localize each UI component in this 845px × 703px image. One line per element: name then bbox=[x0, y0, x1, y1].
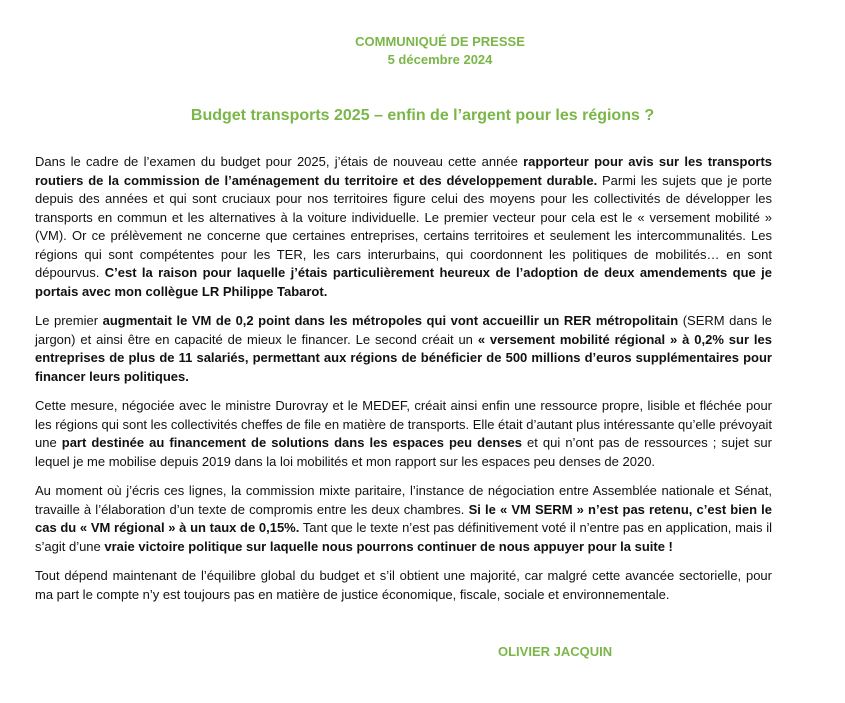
text-run: Au moment où j’écris ces lignes, la commission mixte paritaire, l’instance de négociation entre Assemblée nationale et Sénat, travaille à l’élaboration d’un texte de compromis entre les deux chambres. bbox=[35, 483, 772, 517]
text-run: Dans le cadre de l’examen du budget pour 2025, j’étais de nouveau cette année bbox=[35, 154, 524, 169]
page-title bbox=[0, 106, 845, 126]
text-run: Le premier bbox=[35, 313, 103, 328]
paragraph-1 bbox=[35, 153, 772, 301]
press-release-label: COMMUNIQUÉ DE PRESSE bbox=[355, 34, 525, 49]
text-run: (SERM dans le jargon) et ainsi être en capacité de mieux le financer. Le second créait un bbox=[35, 313, 772, 347]
text-run: Tant que le texte n’est pas définitivement voté il n’entre pas en application, mais il s’agit d’une bbox=[35, 520, 772, 554]
text-run: Tout dépend maintenant de l’équilibre global du budget et s’il obtient une majorité, car malgré cette avancée sectorielle, pour ma part le compte n’y est toujours pas en matière de justice économique, fiscale, sociale et environnementale. bbox=[35, 568, 772, 602]
bold-text-run: rapporteur pour avis sur les transports routiers de la commission de l’aménagement du territoire et des développement durable. bbox=[35, 154, 773, 188]
press-release-body bbox=[35, 153, 772, 615]
bold-text-run: C’est la raison pour laquelle j’étais particulièrement heureux de l’adoption de deux amendements que je portais avec mon collègue LR Philippe Tabarot. bbox=[35, 265, 772, 299]
paragraph-3 bbox=[35, 397, 772, 471]
bold-text-run: augmentait le VM de 0,2 point dans les métropoles qui vont accueillir un RER métropolitain bbox=[102, 313, 679, 328]
title-text: Budget transports 2025 – enfin de l’argent pour les régions ? bbox=[190, 107, 655, 124]
text-run: Cette mesure, négociée avec le ministre Durovray et le MEDEF, créait ainsi enfin une ressource propre, lisible et fléchée pour les régions qui sont les collectivités cheffes de file en matière de transports. Elle était d’autant plus intéressante qu’elle prévoyait une bbox=[35, 398, 772, 450]
press-release-date: 5 décembre 2024 bbox=[387, 52, 493, 67]
paragraph-2 bbox=[35, 312, 772, 386]
bold-text-run: Si le « VM SERM » n’est pas retenu, c’est bien le cas du « VM régional » à un taux de 0,15%. bbox=[35, 501, 772, 535]
text-run: et qui n’ont pas de ressources ; sujet sur lequel je me mobilise depuis 2019 dans la loi mobilités et mon rapport sur les espaces peu denses de 2020. bbox=[35, 435, 772, 469]
bold-text-run: vraie victoire politique sur laquelle nous pourrons continuer de nous appuyer pour la suite ! bbox=[104, 538, 673, 554]
paragraph-4 bbox=[35, 482, 772, 556]
paragraph-5 bbox=[35, 567, 772, 604]
bold-text-run: « versement mobilité régional » à 0,2% sur les entreprises de plus de 11 salariés, permettant aux régions de bénéficier de 500 millions d’euros supplémentaires pour financer leurs politiques. bbox=[35, 331, 772, 384]
text-run: Parmi les sujets que je porte depuis des années et qui sont cruciaux pour nos territoires figure celui des moyens pour les collectivités de développer les transports en commun et les alternatives à la voiture individuelle. Le premier vecteur pour cela est le « versement mobilité » (VM). Or ce prélèvement ne concerne que certaines entreprises, certains territoires et seulement les intercommunalités. Les régions qui sont compétentes pour les TER, les cars interurbains, qui coordonnent les politiques de mobilités… en sont dépourvus. bbox=[35, 172, 772, 280]
signature: OLIVIER JACQUIN bbox=[498, 644, 613, 659]
press-release-header bbox=[0, 33, 845, 69]
bold-text-run: part destinée au financement de solutions dans les espaces peu denses bbox=[61, 435, 522, 450]
